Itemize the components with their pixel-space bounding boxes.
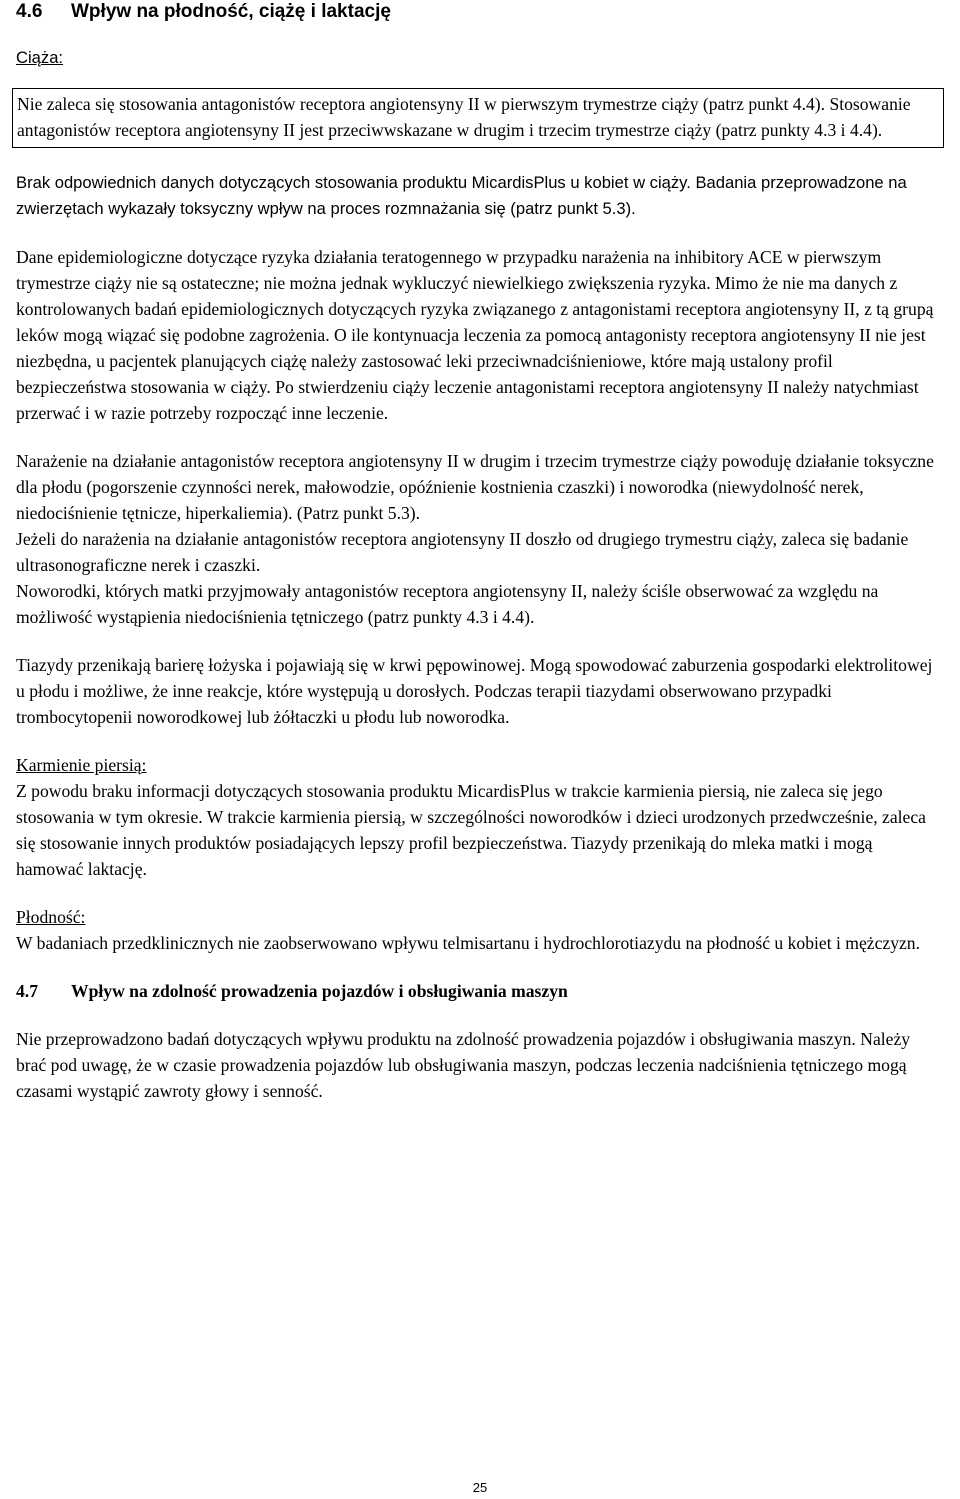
pregnancy-warning-text: Nie zaleca się stosowania antagonistów receptora angiotensyny II w pierwszym trymestrze ciąży (patrz punkt 4.4). Stosowanie antagonistów receptora angiotensyny II jest przeciwwskazane w drugim i trzecim trymestrze ciąży (patrz punkty 4.3 i 4.4). xyxy=(17,94,911,140)
section-4-7-heading xyxy=(16,978,944,1004)
pregnancy-paragraph-6: Tiazydy przenikają barierę łożyska i pojawiają się w krwi pępowinowej. Mogą spowodować zaburzenia gospodarki elektrolitowej u płodu i możliwe, że inne reakcje, które występują u dorosłych. Podczas terapii tiazydami obserwowano przypadki trombocytopenii noworodkowej lub żółtaczki u płodu lub noworodka. xyxy=(16,655,933,727)
section-title: Wpływ na płodność, ciążę i laktację xyxy=(71,1,391,22)
breastfeeding-heading: Karmienie piersią: xyxy=(16,755,147,775)
pregnancy-paragraph-3: Narażenie na działanie antagonistów receptora angiotensyny II w drugim i trzecim trymestrze ciąży powoduję działanie toksyczne dla płodu (pogorszenie czynności nerek, małowodzie, opóźnienie kostnienia czaszki) i noworodka (niewydolność nerek, niedociśnienie tętnicze, hiperkaliemia). (Patrz punkt 5.3). xyxy=(16,451,934,523)
section-title: Wpływ na zdolność prowadzenia pojazdów i obsługiwania maszyn xyxy=(71,981,568,1001)
pregnancy-paragraph-2: Dane epidemiologiczne dotyczące ryzyka działania teratogennego w przypadku narażenia na inhibitory ACE w pierwszym trymestrze ciąży nie są ostateczne; nie można jednak wykluczyć niewielkiego zwiększenia ryzyka. Mimo że nie ma danych z kontrolowanych badań epidemiologicznych dotyczących ryzyka związanego z antagonistami receptora angiotensyny II, z tą grupą leków mogą wiązać się podobne zagrożenia. O ile kontynuacja leczenia za pomocą antagonisty receptora angiotensyny II nie jest niezbędna, u pacjentek planujących ciążę należy zastosować leki przeciwnadciśnieniowe, które mają ustalony profil bezpieczeństwa stosowania w ciąży. Po stwierdzeniu ciąży leczenie antagonistami receptora angiotensyny II należy natychmiast przerwać i w razie potrzeby rozpocząć inne leczenie. xyxy=(16,247,934,423)
page-number: 25 xyxy=(472,1480,488,1495)
section-4-6-heading xyxy=(16,0,944,25)
pregnancy-heading: Ciąża: xyxy=(16,48,64,67)
document-page xyxy=(16,0,944,1104)
pregnancy-paragraph-4: Jeżeli do narażenia na działanie antagonistów receptora angiotensyny II doszło od drugiego trymestru ciąży, zaleca się badanie ultrasonograficzne nerek i czaszki. xyxy=(16,529,909,575)
fertility-text: W badaniach przedklinicznych nie zaobserwowano wpływu telmisartanu i hydrochlorotiazydu na płodność u kobiet i mężczyzn. xyxy=(16,933,920,953)
section-number: 4.6 xyxy=(16,1,43,22)
section-number: 4.7 xyxy=(16,981,38,1001)
fertility-heading: Płodność: xyxy=(16,907,86,927)
section-4-7-text: Nie przeprowadzono badań dotyczących wpływu produktu na zdolność prowadzenia pojazdów i obsługiwania maszyn. Należy brać pod uwagę, że w czasie prowadzenia pojazdów lub obsługiwania maszyn, podczas leczenia nadciśnienia tętniczego mogą czasami wystąpić zawroty głowy i senność. xyxy=(16,1029,911,1101)
pregnancy-warning-box xyxy=(12,88,944,148)
breastfeeding-text: Z powodu braku informacji dotyczących stosowania produktu MicardisPlus w trakcie karmienia piersią, nie zaleca się jego stosowania w tym okresie. W trakcie karmienia piersią, w szczególności noworodków i dzieci urodzonych przedwcześnie, zaleca się stosowanie innych produktów posiadających lepszy profil bezpieczeństwa. Tiazydy przenikają do mleka matki i mogą hamować laktację. xyxy=(16,781,926,879)
pregnancy-paragraph-5: Noworodki, których matki przyjmowały antagonistów receptora angiotensyny II, należy ściśle obserwować za względu na możliwość wystąpienia niedociśnienia tętniczego (patrz punkty 4.3 i 4.4). xyxy=(16,581,879,627)
pregnancy-paragraph-1: Brak odpowiednich danych dotyczących stosowania produktu MicardisPlus u kobiet w ciąży. Badania przeprowadzone na zwierzętach wykazały toksyczny wpływ na proces rozmnażania się (patrz punkt 5.3). xyxy=(16,173,907,218)
